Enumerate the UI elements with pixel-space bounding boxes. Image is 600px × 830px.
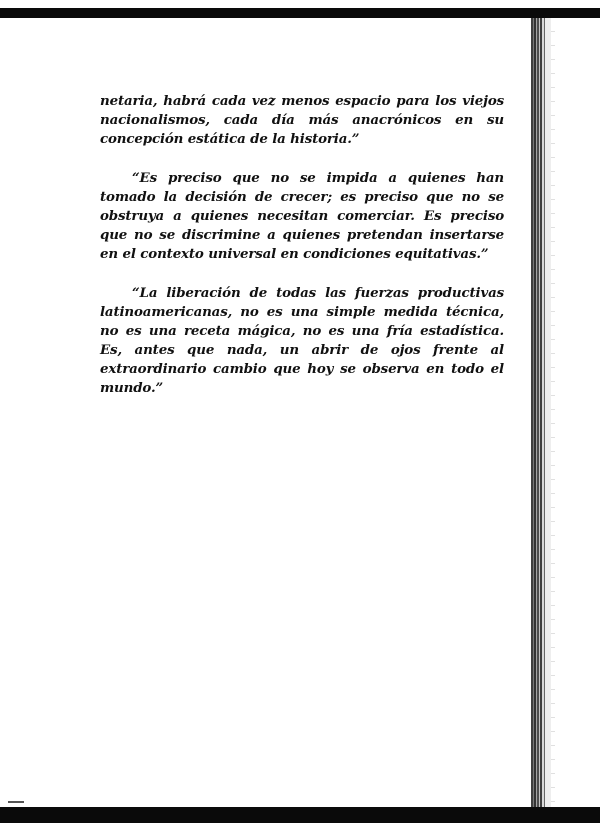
page-edge-speckle bbox=[551, 18, 555, 818]
page-edge-shadow bbox=[531, 18, 551, 818]
paragraph-3: “La liberación de todas las fuerzas productivas latinoamericanas, no es una simple medida técnica, no es una receta mágica, no es una fría estadística. Es, antes que nada, un abrir de ojos frente al extraordinario cambio que hoy se observa en todo el mundo.” bbox=[100, 285, 504, 396]
body-text bbox=[100, 92, 504, 398]
bottom-scan-mark bbox=[8, 801, 24, 803]
bottom-scan-border bbox=[0, 807, 600, 823]
top-scan-border bbox=[0, 8, 600, 18]
paragraph-2: “Es preciso que no se impida a quienes han tomado la decisión de crecer; es preciso que no se obstruya a quienes necesitan comerciar. Es preciso que no se discrimine a quienes pretendan insertarse en el contexto universal en condiciones equitativas.” bbox=[100, 170, 504, 262]
paragraph-1: netaria, habrá cada vez menos espacio para los viejos nacionalismos, cada día más anacrónicos en su concepción estática de la historia.” bbox=[100, 93, 504, 147]
